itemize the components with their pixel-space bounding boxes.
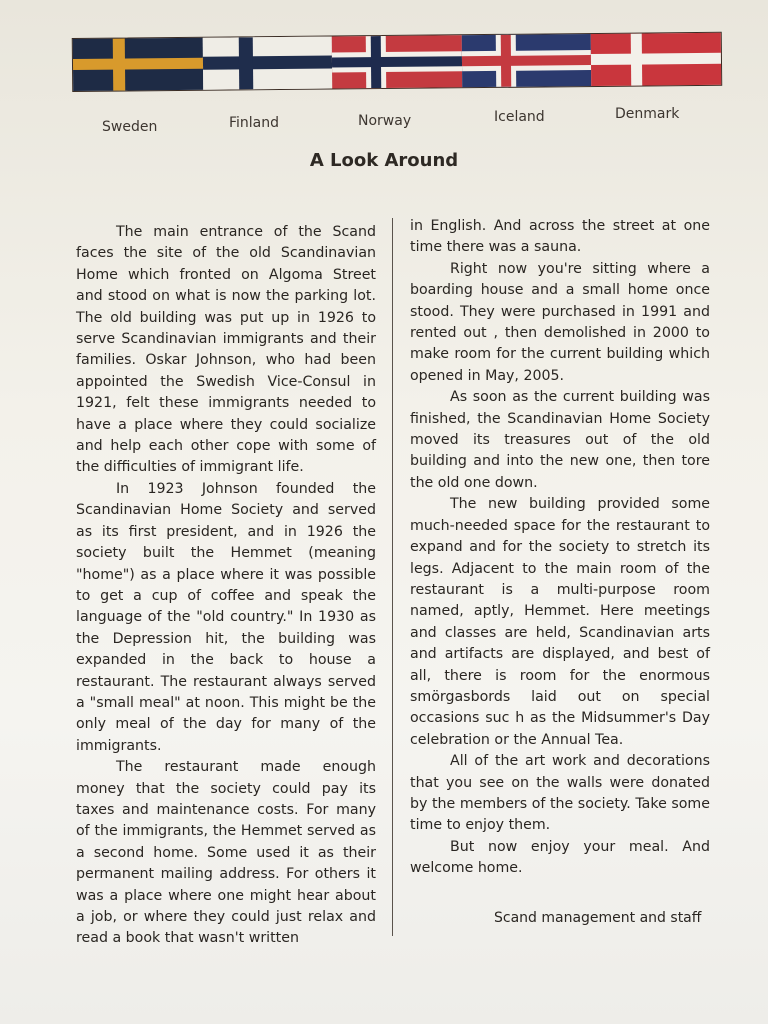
denmark-flag xyxy=(591,33,721,86)
nordic-flags-banner xyxy=(72,32,722,92)
column-divider xyxy=(392,218,393,936)
paragraph: The main entrance of the Scand faces the site of the old Scandinavian Home which fronted on Algoma Street and stood on what is now the parking lot. The old building was put up in 1926 to serve Scandinavian immigrants and their families. Oskar Johnson, who had been appointed the Swedish Vice-Consul in 1921, felt these immigrants needed to have a place where they could socialize and help each other cope with some of the difficulties of immigrant life. xyxy=(76,224,376,476)
paragraph: Right now you're sitting where a boarding house and a small home once stood. They were purchased in 1991 and rented out , then demolished in 2000 to make room for the current building which opened in May, 2005. xyxy=(410,260,710,384)
country-label-denmark: Denmark xyxy=(615,106,680,122)
country-label-finland: Finland xyxy=(229,115,280,131)
iceland-flag xyxy=(462,34,592,87)
paragraph: The new building provided some much-needed space for the restaurant to expand and for the society to stretch its legs. Adjacent to the main room of the restaurant is a multi-purpose room named, aptly, Hemmet. Here meetings and classes are held, Scandinavian arts and artifacts are displayed, and best of all, there is room for the enormous smörgasbords laid out on special occasions suc h as the Midsummer's Day celebration or the Annual Tea. xyxy=(410,496,710,748)
paragraph: In 1923 Johnson founded the Scandinavian Home Society and served as its first president, and in 1926 the society built the Hemmet (meaning "home") as a place where it was possible to get a cup of coffee and speak the language of the "old country." In 1930 as the Depression hit, the building was expanded in the back to house a restaurant. The restaurant always served a "small meal" at noon. This might be the only meal of the day for many of the immigrants. xyxy=(76,480,376,754)
country-label-norway: Norway xyxy=(358,113,412,129)
paragraph: All of the art work and decorations that you see on the walls were donated by the members of the society. Take some time to enjoy them. xyxy=(410,753,710,834)
country-labels xyxy=(0,104,768,134)
country-label-sweden: Sweden xyxy=(102,119,158,135)
sweden-flag xyxy=(73,38,203,91)
signature: Scand management and staff xyxy=(494,910,702,926)
paragraph: But now enjoy your meal. And welcome home. xyxy=(410,838,710,877)
page-title: A Look Around xyxy=(309,150,459,171)
left-column xyxy=(76,222,376,950)
paragraph: As soon as the current building was finished, the Scandinavian Home Society moved its treasures out of the old building and into the new one, then tore the old one down. xyxy=(410,389,710,491)
norway-flag xyxy=(332,35,462,88)
paragraph: in English. And across the street at one time there was a sauna. xyxy=(410,218,710,256)
finland-flag xyxy=(202,37,332,90)
right-column xyxy=(410,216,710,880)
paragraph: The restaurant made enough money that the society could pay its taxes and maintenance costs. For many of the immigrants, the Hemmet served as a second home. Some used it as their permanent mailing address. For others it was a place where one might hear about a job, or where they could just relax and read a book that wasn't written xyxy=(76,759,376,947)
country-label-iceland: Iceland xyxy=(494,109,545,125)
